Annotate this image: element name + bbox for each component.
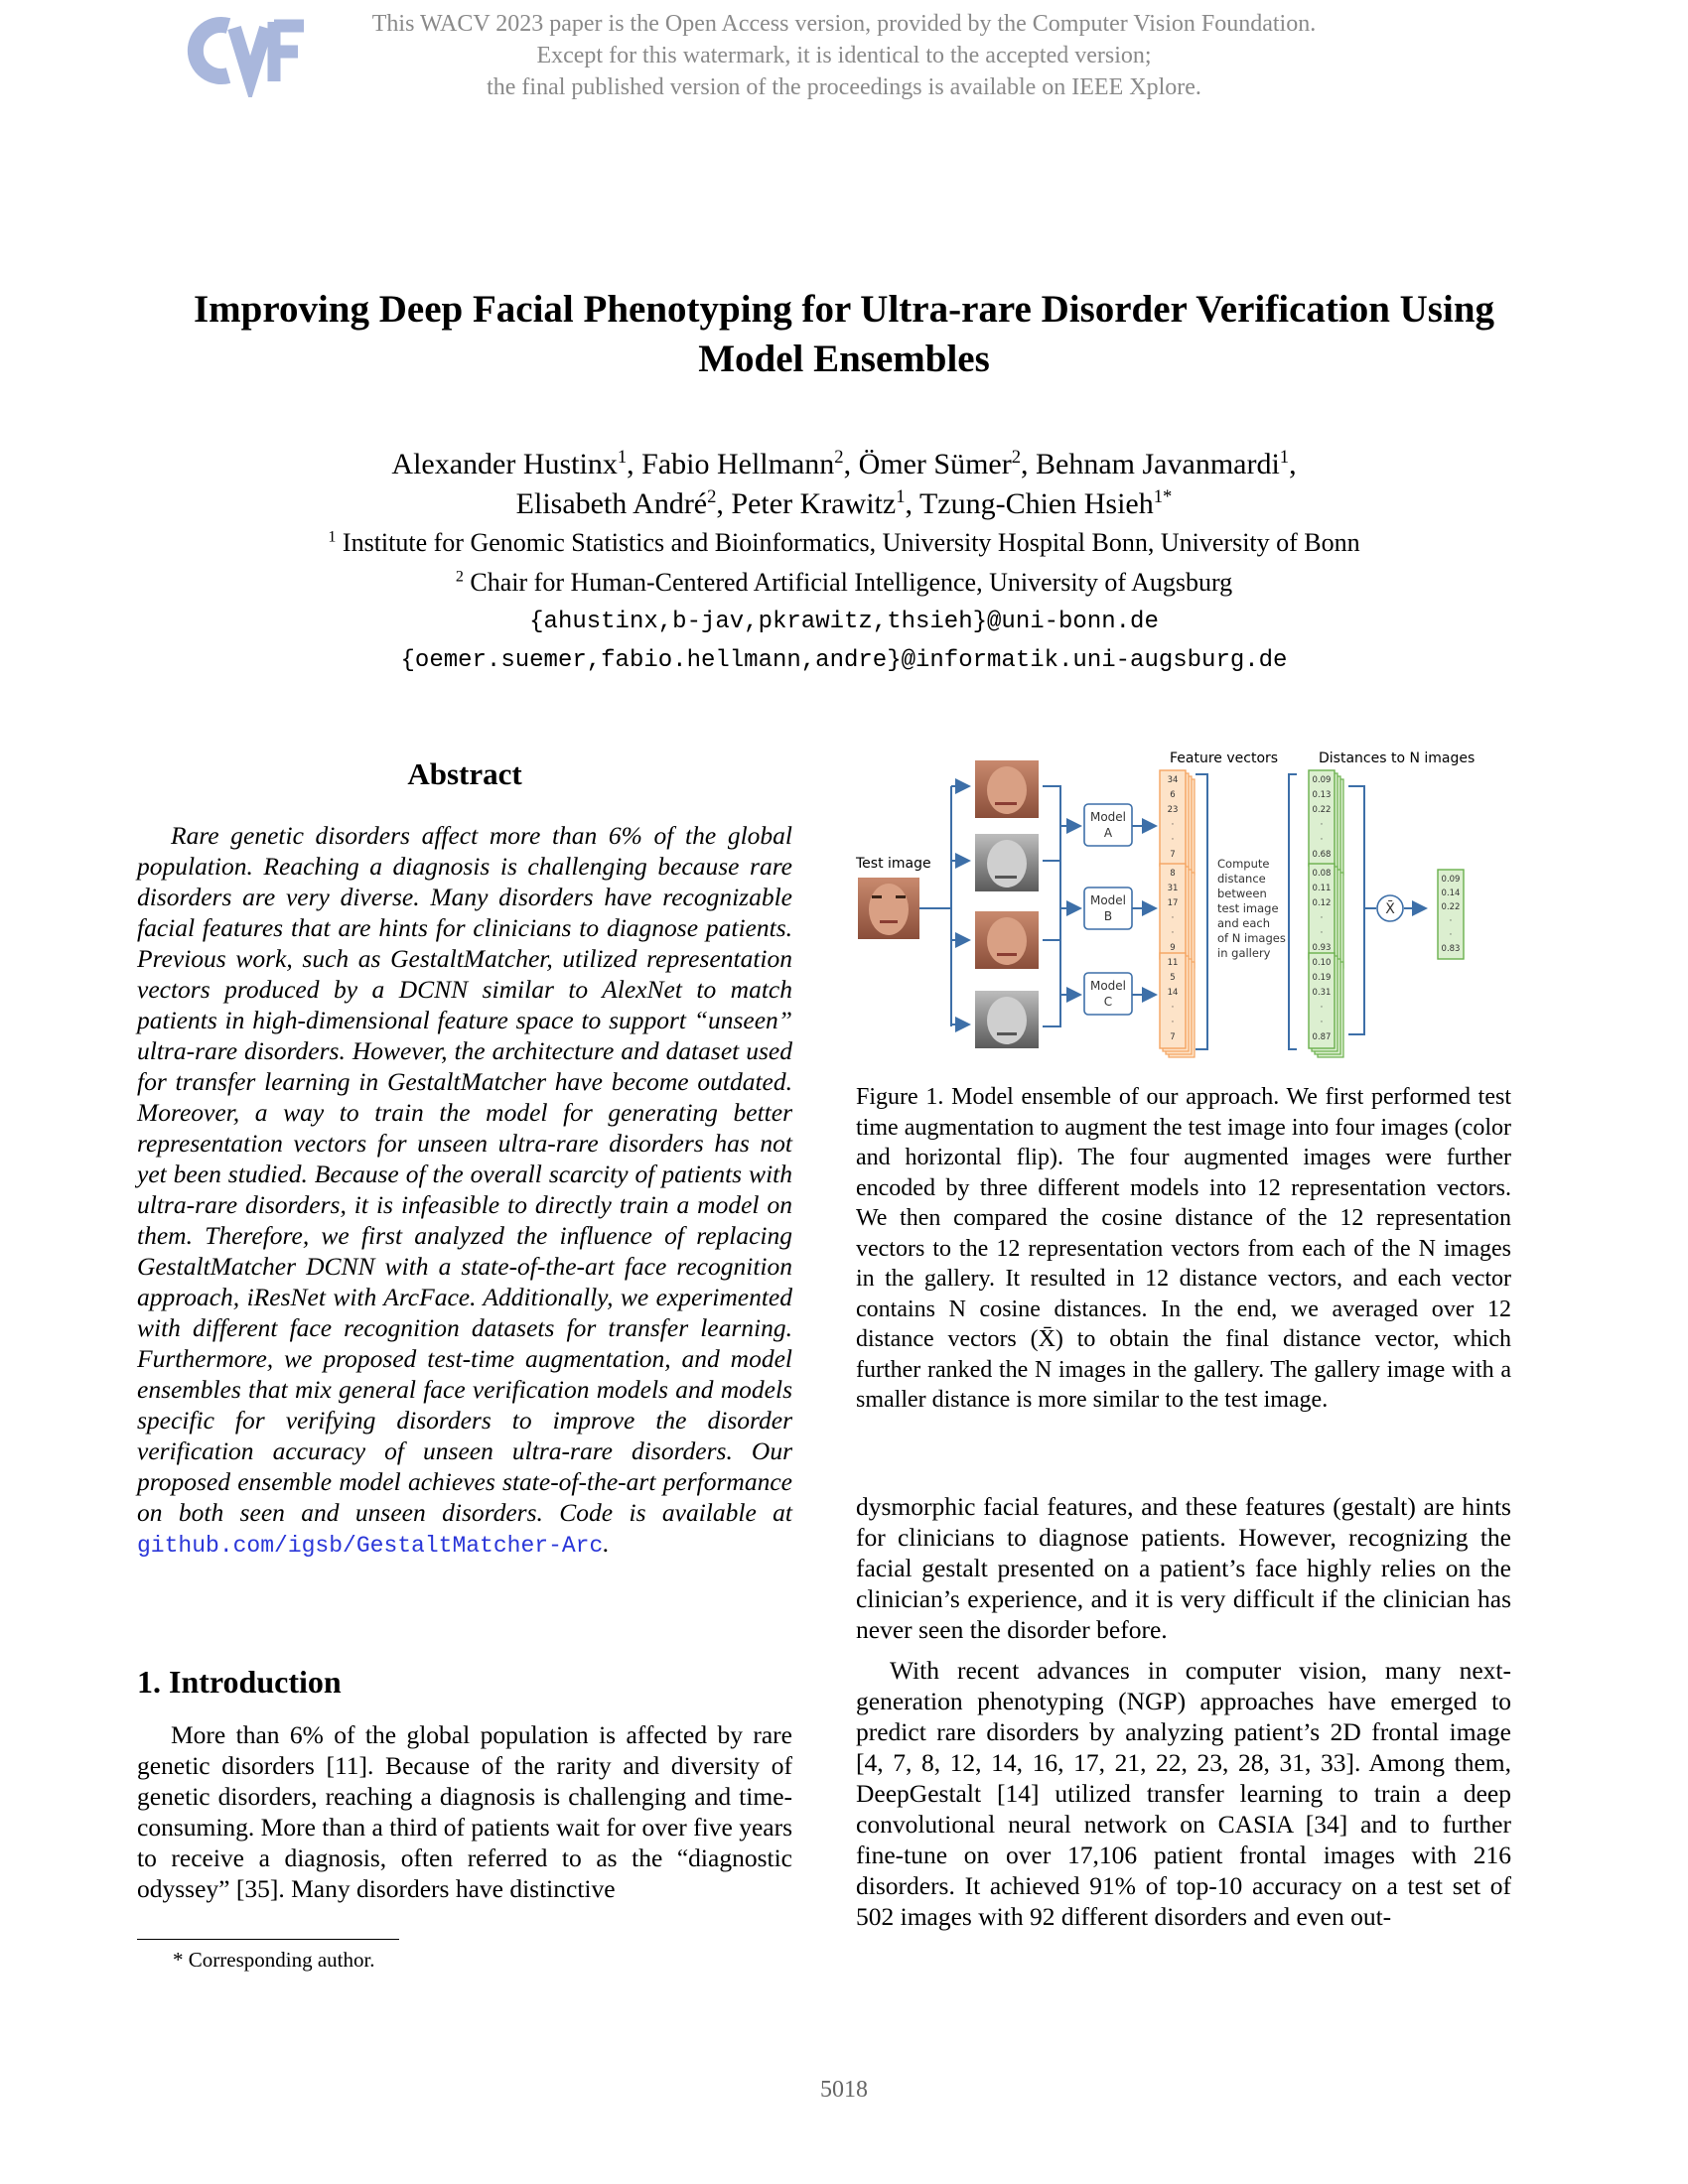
augmented-face-flip-color	[975, 911, 1039, 969]
vector-value: 14	[1167, 988, 1179, 998]
vector-value: 0.22	[1312, 805, 1332, 815]
author-name: Elisabeth André	[515, 487, 708, 520]
vector-value: 31	[1167, 884, 1179, 893]
ensemble-diagram	[852, 747, 1527, 1064]
vector-value: ·	[1320, 1018, 1324, 1027]
final-value: 0.14	[1441, 888, 1461, 898]
intro-paragraph-2: With recent advances in computer vision, many next-generation phenotyping (NGP) approaches have emerged to predict rare disorders by analyzing patient’s 2D frontal image [4, 7, 8, 12, 14, 16, 17, 21, 22, 23, 28, 31, 33]. Among them, DeepGestalt [14] utilized transfer learning to train a deep convolutional neural network on CASIA [34] and to further fine-tune on over 17,106 patient frontal images with 216 disorders. It achieved 91% of top-10 accuracy on a test set of 502 images with 92 different disorders and even out-	[856, 1656, 1511, 1931]
authors-line-2	[99, 484, 1589, 524]
vector-value: 0.10	[1312, 958, 1332, 968]
intro-right-body	[856, 1491, 1511, 1932]
abstract-text: Rare genetic disorders affect more than 6% of the global population. Reaching a diagnosis is challenging because rare disorders are very diverse. Many disorders have recognizable facial features that are hints for clinicians to diagnose patients. Previous work, such as GestaltMatcher, utilized representation vectors produced by a DCNN similar to AlexNet to match patients in high-dimensional feature space to support “unseen” ultra-rare disorders. However, the architecture and dataset used for transfer learning in GestaltMatcher have become outdated. Moreover, a way to train the model for generating better representation vectors for unseen ultra-rare disorders has not yet been studied. Because of the overall scarcity of patients with ultra-rare disorders, it is infeasible to directly train a model on them. Therefore, we first analyzed the influence of replacing GestaltMatcher DCNN with a state-of-the-art face recognition approach, iResNet with ArcFace. Additionally, we experimented with different face recognition datasets for transfer learning. Furthermore, we proposed test-time augmentation, and model ensembles that mix general face verification models and models specific for verifying disorders to improve the disorder verification accuracy of unseen ultra-rare disorders. Our proposed ensemble model achieves state-of-the-art performance on both seen and unseen disorders. Code is available at	[137, 821, 792, 1527]
final-value: 0.83	[1441, 944, 1461, 954]
model-a	[1084, 804, 1132, 846]
author-name: Fabio Hellmann	[641, 448, 835, 480]
author-affil-sup: 2	[834, 447, 844, 468]
title-line: Model Ensembles	[698, 338, 990, 380]
intro-paragraph-1: More than 6% of the global population is affected by rare genetic disorders [11]. Because of the rarity and diversity of genetic disorders, reaching a diagnosis is challenging and time-consuming. More than a third of patients wait for over five years to receive a diagnosis, often referred to as the “diagnostic odyssey” [35]. Many disorders have distinctive	[137, 1720, 792, 1903]
author-affil-sup: 1	[1279, 447, 1290, 468]
vector-value: ·	[1320, 928, 1324, 938]
compute-text-line: in gallery	[1217, 946, 1271, 960]
feature-vector-c	[1160, 953, 1195, 1057]
compute-text-line: distance	[1217, 872, 1266, 886]
model-c	[1084, 973, 1132, 1015]
author-name: Ömer Sümer	[858, 448, 1012, 480]
vector-value: 23	[1167, 805, 1179, 815]
augmented-face-gray	[975, 834, 1039, 891]
vector-value: ·	[1320, 820, 1324, 830]
abstract-end: .	[603, 1529, 610, 1558]
vector-value: 0.11	[1312, 884, 1332, 893]
vector-value: 0.93	[1312, 943, 1332, 953]
title-line: Improving Deep Facial Phenotyping for Ultra-rare Disorder Verification Using	[193, 288, 1495, 331]
compute-text-line: of N images	[1217, 931, 1286, 945]
intro-left-body	[137, 1719, 792, 1904]
distances-label: Distances to N images	[1319, 751, 1476, 766]
intro-heading: 1. Introduction	[137, 1664, 342, 1700]
vector-value: 17	[1167, 898, 1179, 908]
affil-text: Chair for Human-Centered Artificial Intelligence, University of Augsburg	[470, 568, 1233, 597]
intro-paragraph-1-cont: dysmorphic facial features, and these features (gestalt) are hints for clinicians to diagnose patients. However, recognizing the facial gestalt presented on a patient’s face highly relies on the clinician’s experience, and it is very difficult if the clinician has never seen the disorder before.	[856, 1492, 1511, 1644]
vector-value: ·	[1171, 835, 1175, 845]
affiliation-2	[99, 566, 1589, 600]
final-value: 0.09	[1441, 875, 1461, 885]
affiliation-1	[99, 526, 1589, 560]
author-sep: ,	[905, 487, 919, 520]
vector-value: ·	[1320, 835, 1324, 845]
model-c-label: Model	[1089, 979, 1127, 993]
test-image	[858, 878, 919, 939]
abstract-body	[137, 820, 792, 1562]
email-line-2: {oemer.suemer,fabio.hellmann,andre}@informatik.uni-augsburg.de	[400, 647, 1288, 674]
email-line-1: {ahustinx,b-jav,pkrawitz,thsieh}@uni-bonn.de	[529, 609, 1159, 635]
vector-value: 5	[1170, 973, 1176, 983]
cvf-logo	[185, 10, 308, 97]
author-affil-sup: 1	[617, 447, 628, 468]
vector-value: 11	[1167, 958, 1179, 968]
figure-1	[852, 747, 1527, 1064]
mean-symbol: X̄	[1385, 901, 1395, 917]
watermark-line: Except for this watermark, it is identical to the accepted version;	[536, 43, 1152, 68]
watermark-text	[298, 8, 1390, 103]
affil-sup: 2	[455, 568, 464, 586]
vector-value: 6	[1170, 790, 1176, 800]
model-b	[1084, 887, 1132, 929]
model-a-label: Model	[1089, 810, 1127, 824]
author-name: Tzung-Chien Hsieh	[918, 487, 1154, 520]
final-distance-vector	[1438, 870, 1464, 959]
authors-line-1	[99, 445, 1589, 484]
augmented-face-color	[975, 760, 1039, 818]
vector-value: ·	[1320, 913, 1324, 923]
author-affil-sup: 2	[1011, 447, 1022, 468]
model-a-letter: A	[1103, 826, 1113, 840]
page-number: 5018	[820, 2077, 868, 2103]
mean-node	[1377, 895, 1403, 921]
vector-value: ·	[1171, 928, 1175, 938]
vector-value: 0.68	[1312, 850, 1332, 860]
author-sep: ,	[843, 448, 859, 480]
vector-value: 0.08	[1312, 869, 1332, 879]
compute-text-line: test image	[1217, 901, 1279, 915]
model-c-letter: C	[1103, 995, 1113, 1009]
author-name: Alexander Hustinx	[391, 448, 618, 480]
compute-text-line: and each	[1217, 916, 1271, 930]
feature-vectors-label: Feature vectors	[1170, 751, 1279, 766]
author-name: Peter Krawitz	[731, 487, 897, 520]
vector-value: 0.87	[1312, 1032, 1332, 1042]
distance-vector-c	[1309, 953, 1343, 1057]
abstract-paragraph	[137, 820, 792, 1562]
abstract-heading: Abstract	[407, 756, 522, 791]
vector-value: 0.13	[1312, 790, 1332, 800]
vector-value: ·	[1171, 913, 1175, 923]
vector-value: 0.12	[1312, 898, 1332, 908]
vector-value: 7	[1170, 1032, 1176, 1042]
vector-value: 8	[1170, 869, 1176, 879]
footnote-rule	[137, 1939, 399, 1940]
model-b-letter: B	[1103, 909, 1113, 923]
code-link[interactable]: github.com/igsb/GestaltMatcher-Arc	[137, 1533, 604, 1559]
model-b-label: Model	[1089, 893, 1127, 907]
watermark-line: This WACV 2023 paper is the Open Access version, provided by the Computer Vision Foundation.	[371, 11, 1317, 37]
vector-value: ·	[1320, 1003, 1324, 1013]
final-value: ·	[1449, 916, 1453, 926]
compute-text-line: Compute	[1217, 857, 1270, 871]
author-sep: ,	[1289, 448, 1297, 480]
augment-arrows	[919, 786, 969, 1026]
final-value: ·	[1449, 930, 1453, 940]
paper-title	[99, 285, 1589, 384]
vector-value: 0.19	[1312, 973, 1332, 983]
feature-vector-stacks	[1160, 770, 1195, 1057]
affil-sup: 1	[328, 528, 337, 546]
watermark-line: the final published version of the proceedings is available on IEEE Xplore.	[487, 74, 1201, 100]
test-image-label: Test image	[856, 856, 931, 872]
author-name: Behnam Javanmardi	[1036, 448, 1280, 480]
footnote: * Corresponding author.	[173, 1948, 375, 1972]
author-affil-sup: 1*	[1153, 486, 1173, 507]
author-affil-sup: 1	[896, 486, 906, 507]
distance-vector-b	[1309, 864, 1343, 968]
author-affil-sup: 2	[707, 486, 717, 507]
vector-value: ·	[1171, 1003, 1175, 1013]
affil-text: Institute for Genomic Statistics and Bioinformatics, University Hospital Bonn, University of Bonn	[342, 528, 1360, 557]
feature-vector-a	[1160, 770, 1195, 875]
distance-vector-stacks	[1309, 770, 1343, 1057]
vector-value: 7	[1170, 850, 1176, 860]
author-sep: ,	[1021, 448, 1037, 480]
figure-caption	[856, 1082, 1511, 1416]
vector-value: ·	[1171, 820, 1175, 830]
compute-distance-text	[1217, 857, 1286, 960]
vector-value: 9	[1170, 943, 1176, 953]
vector-value: ·	[1171, 1018, 1175, 1027]
author-sep: ,	[716, 487, 732, 520]
final-value: 0.22	[1441, 902, 1461, 912]
feature-vector-b	[1160, 864, 1195, 968]
author-sep: ,	[627, 448, 642, 480]
vector-value: 0.31	[1312, 988, 1332, 998]
compute-text-line: between	[1217, 887, 1267, 900]
augmented-face-flip-gray	[975, 991, 1039, 1048]
author-list	[99, 445, 1589, 524]
vector-value: 0.09	[1312, 775, 1332, 785]
figure-1-caption: Figure 1. Model ensemble of our approach. We first performed test time augmentation to augment the test image into four images (color and horizontal flip). The four augmented images were further encoded by three different models into 12 representation vectors. We then compared the cosine distance of the 12 representation vectors to the 12 representation vectors from each of the N images in the gallery. It resulted in 12 distance vectors, and each vector contains N cosine distances. In the end, we averaged over 12 distance vectors (X̄) to obtain the final distance vector, which further ranked the N images in the gallery. The gallery image with a smaller distance is more similar to the test image.	[856, 1084, 1511, 1413]
distance-vector-a	[1309, 770, 1343, 875]
vector-value: 34	[1167, 775, 1179, 785]
